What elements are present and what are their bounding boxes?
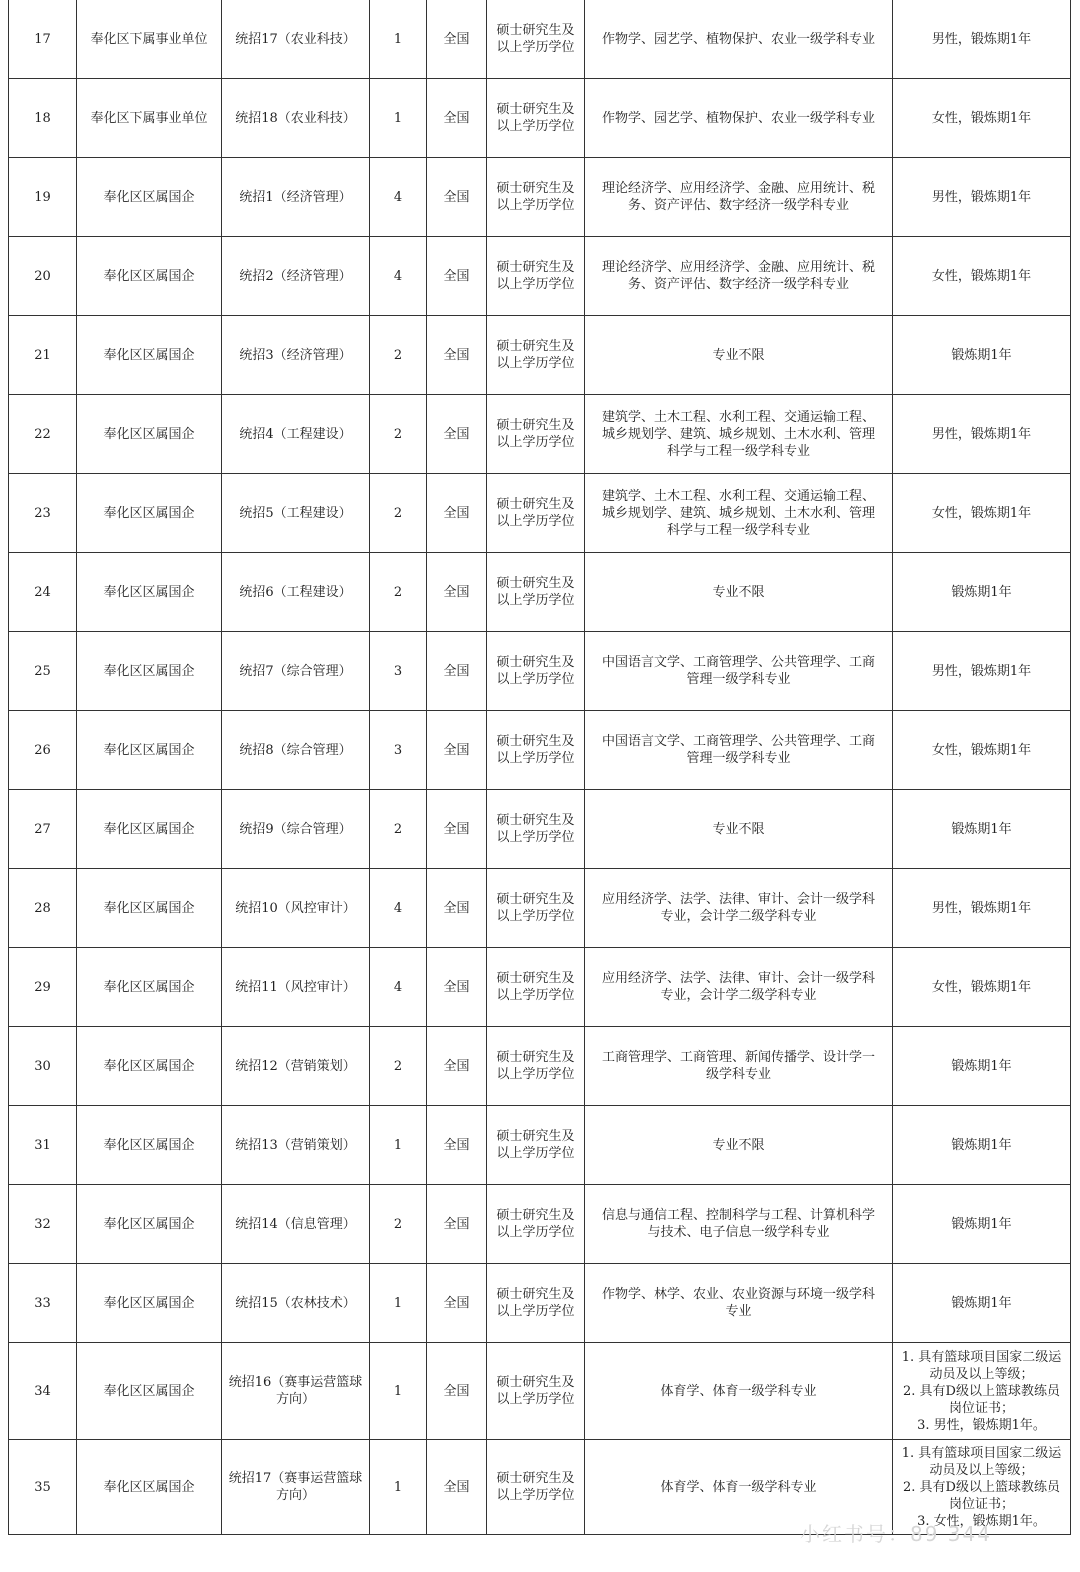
cell-position: 统招8（综合管理） [222, 711, 370, 790]
cell-note: 1. 具有篮球项目国家二级运 动员及以上等级； 2. 具有D级以上篮球教练员 岗位证书； 3. 女性，锻炼期1年。 [893, 1440, 1071, 1535]
cell-major: 应用经济学、法学、法律、审计、会计一级学科 专业，会计学二级学科专业 [585, 869, 893, 948]
cell-scope: 全国 [427, 1440, 487, 1535]
cell-edu: 硕士研究生及 以上学历学位 [487, 237, 585, 316]
cell-position: 统招11（风控审计） [222, 948, 370, 1027]
cell-edu: 硕士研究生及 以上学历学位 [487, 395, 585, 474]
cell-scope: 全国 [427, 790, 487, 869]
cell-edu: 硕士研究生及 以上学历学位 [487, 79, 585, 158]
cell-no: 25 [9, 632, 77, 711]
cell-unit: 奉化区区属国企 [77, 869, 222, 948]
cell-count: 4 [370, 869, 427, 948]
cell-position: 统招9（综合管理） [222, 790, 370, 869]
table-row [9, 711, 1071, 790]
cell-major: 体育学、体育一级学科专业 [585, 1343, 893, 1440]
cell-scope: 全国 [427, 1185, 487, 1264]
cell-count: 2 [370, 1027, 427, 1106]
cell-edu: 硕士研究生及 以上学历学位 [487, 1264, 585, 1343]
table-row [9, 1185, 1071, 1264]
cell-note: 锻炼期1年 [893, 553, 1071, 632]
cell-unit: 奉化区下属事业单位 [77, 0, 222, 79]
cell-scope: 全国 [427, 79, 487, 158]
table-row [9, 1343, 1071, 1440]
cell-scope: 全国 [427, 1027, 487, 1106]
cell-position: 统招1（经济管理） [222, 158, 370, 237]
cell-scope: 全国 [427, 1106, 487, 1185]
cell-major: 作物学、园艺学、植物保护、农业一级学科专业 [585, 79, 893, 158]
cell-note: 女性，锻炼期1年 [893, 474, 1071, 553]
cell-note: 男性，锻炼期1年 [893, 632, 1071, 711]
cell-scope: 全国 [427, 237, 487, 316]
cell-edu: 硕士研究生及 以上学历学位 [487, 1106, 585, 1185]
cell-edu: 硕士研究生及 以上学历学位 [487, 711, 585, 790]
cell-count: 1 [370, 1343, 427, 1440]
cell-note: 女性，锻炼期1年 [893, 711, 1071, 790]
cell-no: 23 [9, 474, 77, 553]
cell-note: 男性，锻炼期1年 [893, 869, 1071, 948]
cell-unit: 奉化区区属国企 [77, 711, 222, 790]
cell-unit: 奉化区区属国企 [77, 790, 222, 869]
cell-no: 30 [9, 1027, 77, 1106]
cell-scope: 全国 [427, 0, 487, 79]
cell-major: 专业不限 [585, 316, 893, 395]
cell-position: 统招15（农林技术） [222, 1264, 370, 1343]
cell-edu: 硕士研究生及 以上学历学位 [487, 316, 585, 395]
table-row [9, 316, 1071, 395]
cell-scope: 全国 [427, 1343, 487, 1440]
cell-unit: 奉化区区属国企 [77, 1343, 222, 1440]
cell-unit: 奉化区区属国企 [77, 237, 222, 316]
cell-edu: 硕士研究生及 以上学历学位 [487, 869, 585, 948]
cell-note: 锻炼期1年 [893, 316, 1071, 395]
cell-major: 建筑学、土木工程、水利工程、交通运输工程、 城乡规划学、建筑、城乡规划、土木水利、管理 科学与工程一级学科专业 [585, 395, 893, 474]
cell-major: 专业不限 [585, 1106, 893, 1185]
cell-scope: 全国 [427, 948, 487, 1027]
cell-scope: 全国 [427, 1264, 487, 1343]
table-row [9, 790, 1071, 869]
cell-no: 17 [9, 0, 77, 79]
cell-no: 34 [9, 1343, 77, 1440]
cell-no: 20 [9, 237, 77, 316]
cell-edu: 硕士研究生及 以上学历学位 [487, 1440, 585, 1535]
cell-count: 2 [370, 790, 427, 869]
cell-no: 26 [9, 711, 77, 790]
cell-note: 女性，锻炼期1年 [893, 948, 1071, 1027]
cell-no: 32 [9, 1185, 77, 1264]
cell-edu: 硕士研究生及 以上学历学位 [487, 553, 585, 632]
cell-position: 统招4（工程建设） [222, 395, 370, 474]
table-row [9, 474, 1071, 553]
cell-edu: 硕士研究生及 以上学历学位 [487, 474, 585, 553]
cell-major: 作物学、林学、农业、农业资源与环境一级学科 专业 [585, 1264, 893, 1343]
cell-unit: 奉化区区属国企 [77, 1440, 222, 1535]
cell-position: 统招14（信息管理） [222, 1185, 370, 1264]
cell-position: 统招13（营销策划） [222, 1106, 370, 1185]
cell-position: 统招18（农业科技） [222, 79, 370, 158]
cell-count: 2 [370, 474, 427, 553]
cell-no: 33 [9, 1264, 77, 1343]
cell-position: 统招7（综合管理） [222, 632, 370, 711]
cell-count: 1 [370, 1264, 427, 1343]
cell-note: 锻炼期1年 [893, 1106, 1071, 1185]
cell-unit: 奉化区区属国企 [77, 395, 222, 474]
cell-no: 24 [9, 553, 77, 632]
cell-position: 统招5（工程建设） [222, 474, 370, 553]
cell-position: 统招6（工程建设） [222, 553, 370, 632]
cell-major: 体育学、体育一级学科专业 [585, 1440, 893, 1535]
cell-count: 4 [370, 158, 427, 237]
cell-major: 中国语言文学、工商管理学、公共管理学、工商 管理一级学科专业 [585, 711, 893, 790]
cell-count: 3 [370, 711, 427, 790]
cell-scope: 全国 [427, 711, 487, 790]
cell-count: 1 [370, 1106, 427, 1185]
cell-unit: 奉化区区属国企 [77, 1106, 222, 1185]
table-row [9, 158, 1071, 237]
cell-note: 锻炼期1年 [893, 790, 1071, 869]
cell-no: 22 [9, 395, 77, 474]
cell-major: 专业不限 [585, 790, 893, 869]
cell-scope: 全国 [427, 553, 487, 632]
cell-count: 2 [370, 395, 427, 474]
cell-major: 建筑学、土木工程、水利工程、交通运输工程、 城乡规划学、建筑、城乡规划、土木水利、管理 科学与工程一级学科专业 [585, 474, 893, 553]
cell-edu: 硕士研究生及 以上学历学位 [487, 1185, 585, 1264]
cell-edu: 硕士研究生及 以上学历学位 [487, 0, 585, 79]
cell-scope: 全国 [427, 158, 487, 237]
table-row [9, 1027, 1071, 1106]
cell-major: 工商管理学、工商管理、新闻传播学、设计学一 级学科专业 [585, 1027, 893, 1106]
cell-scope: 全国 [427, 395, 487, 474]
cell-count: 2 [370, 316, 427, 395]
table-row [9, 1264, 1071, 1343]
cell-count: 1 [370, 0, 427, 79]
cell-unit: 奉化区区属国企 [77, 316, 222, 395]
table-row [9, 1106, 1071, 1185]
cell-no: 27 [9, 790, 77, 869]
cell-major: 理论经济学、应用经济学、金融、应用统计、税 务、资产评估、数字经济一级学科专业 [585, 158, 893, 237]
cell-major: 作物学、园艺学、植物保护、农业一级学科专业 [585, 0, 893, 79]
table-row [9, 948, 1071, 1027]
cell-major: 专业不限 [585, 553, 893, 632]
cell-unit: 奉化区区属国企 [77, 632, 222, 711]
table-row [9, 79, 1071, 158]
table-row [9, 1440, 1071, 1535]
cell-note: 男性，锻炼期1年 [893, 158, 1071, 237]
cell-note: 锻炼期1年 [893, 1264, 1071, 1343]
cell-unit: 奉化区区属国企 [77, 1185, 222, 1264]
cell-count: 4 [370, 948, 427, 1027]
cell-count: 2 [370, 1185, 427, 1264]
cell-edu: 硕士研究生及 以上学历学位 [487, 1343, 585, 1440]
cell-unit: 奉化区区属国企 [77, 474, 222, 553]
cell-no: 18 [9, 79, 77, 158]
cell-unit: 奉化区区属国企 [77, 1027, 222, 1106]
cell-unit: 奉化区区属国企 [77, 158, 222, 237]
cell-note: 男性，锻炼期1年 [893, 395, 1071, 474]
recruitment-table [8, 0, 1071, 1535]
cell-no: 21 [9, 316, 77, 395]
cell-position: 统招17（赛事运营篮球 方向） [222, 1440, 370, 1535]
cell-major: 信息与通信工程、控制科学与工程、计算机科学 与技术、电子信息一级学科专业 [585, 1185, 893, 1264]
cell-position: 统招16（赛事运营篮球 方向） [222, 1343, 370, 1440]
cell-note: 女性，锻炼期1年 [893, 79, 1071, 158]
table-row [9, 0, 1071, 79]
cell-scope: 全国 [427, 316, 487, 395]
cell-count: 1 [370, 1440, 427, 1535]
cell-note: 男性，锻炼期1年 [893, 0, 1071, 79]
cell-note: 1. 具有篮球项目国家二级运 动员及以上等级； 2. 具有D级以上篮球教练员 岗位证书； 3. 男性，锻炼期1年。 [893, 1343, 1071, 1440]
cell-note: 锻炼期1年 [893, 1027, 1071, 1106]
cell-position: 统招12（营销策划） [222, 1027, 370, 1106]
table-row [9, 553, 1071, 632]
cell-no: 31 [9, 1106, 77, 1185]
cell-count: 2 [370, 553, 427, 632]
cell-count: 4 [370, 237, 427, 316]
cell-scope: 全国 [427, 474, 487, 553]
cell-major: 中国语言文学、工商管理学、公共管理学、工商 管理一级学科专业 [585, 632, 893, 711]
cell-edu: 硕士研究生及 以上学历学位 [487, 158, 585, 237]
cell-note: 女性，锻炼期1年 [893, 237, 1071, 316]
cell-position: 统招3（经济管理） [222, 316, 370, 395]
cell-no: 29 [9, 948, 77, 1027]
cell-scope: 全国 [427, 632, 487, 711]
cell-edu: 硕士研究生及 以上学历学位 [487, 790, 585, 869]
cell-count: 3 [370, 632, 427, 711]
cell-major: 理论经济学、应用经济学、金融、应用统计、税 务、资产评估、数字经济一级学科专业 [585, 237, 893, 316]
cell-position: 统招17（农业科技） [222, 0, 370, 79]
table-row [9, 237, 1071, 316]
cell-major: 应用经济学、法学、法律、审计、会计一级学科 专业，会计学二级学科专业 [585, 948, 893, 1027]
cell-unit: 奉化区下属事业单位 [77, 79, 222, 158]
cell-scope: 全国 [427, 869, 487, 948]
cell-edu: 硕士研究生及 以上学历学位 [487, 1027, 585, 1106]
table-body [9, 0, 1071, 1535]
cell-position: 统招2（经济管理） [222, 237, 370, 316]
cell-unit: 奉化区区属国企 [77, 1264, 222, 1343]
watermark: 小红书号：89 344 [800, 1522, 992, 1546]
cell-no: 19 [9, 158, 77, 237]
cell-edu: 硕士研究生及 以上学历学位 [487, 632, 585, 711]
cell-no: 28 [9, 869, 77, 948]
table-row [9, 395, 1071, 474]
table-row [9, 869, 1071, 948]
cell-count: 1 [370, 79, 427, 158]
table-row [9, 632, 1071, 711]
cell-position: 统招10（风控审计） [222, 869, 370, 948]
cell-unit: 奉化区区属国企 [77, 553, 222, 632]
cell-no: 35 [9, 1440, 77, 1535]
cell-note: 锻炼期1年 [893, 1185, 1071, 1264]
cell-unit: 奉化区区属国企 [77, 948, 222, 1027]
cell-edu: 硕士研究生及 以上学历学位 [487, 948, 585, 1027]
